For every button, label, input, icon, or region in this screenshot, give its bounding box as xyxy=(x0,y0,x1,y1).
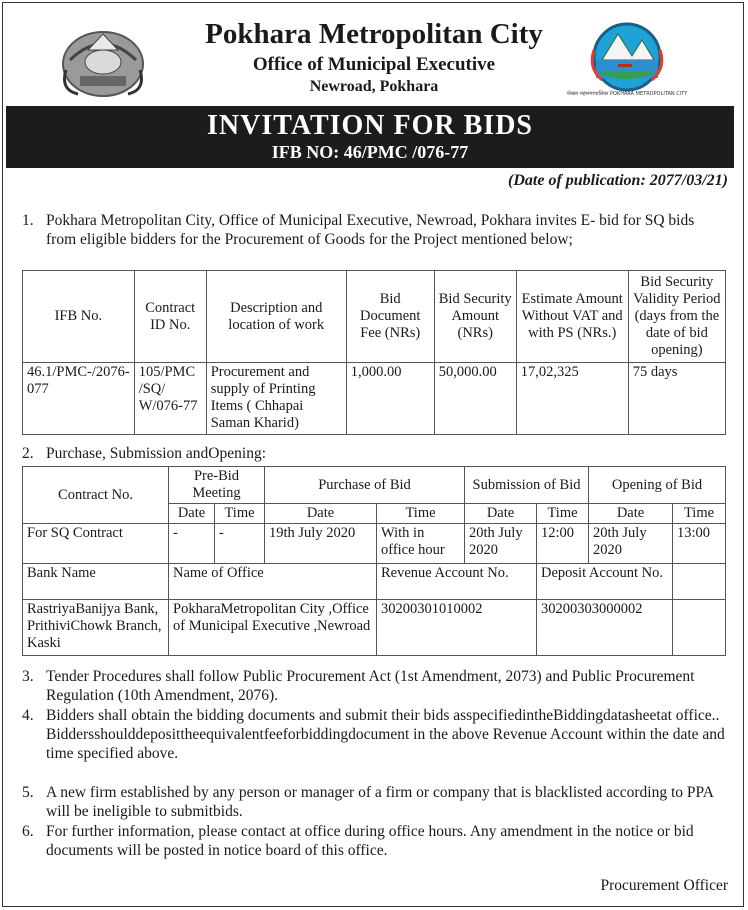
clause-4 xyxy=(22,706,726,763)
col-header-description: Description and location of work xyxy=(206,271,346,363)
office-address: Newroad, Pokhara xyxy=(309,78,439,95)
header-time: Time xyxy=(377,504,465,524)
header-time: Time xyxy=(537,504,589,524)
header-opening: Opening of Bid xyxy=(589,467,726,504)
clause-3-text: Tender Procedures shall follow Public Procurement Act (1st Amendment, 2073) and Public Procurement Regulation (10th Amendment, 2076). xyxy=(46,668,695,704)
notice-title: INVITATION FOR BIDS xyxy=(206,110,533,141)
title-banner xyxy=(6,106,734,168)
cell-submission-date: 20th July 2020 xyxy=(465,524,537,564)
col-header-contract-id: Contract ID No. xyxy=(134,271,206,363)
clause-5-text: A new firm established by any person or manager of a firm or company that is blacklisted according to PPA will be ineligible to submitbids. xyxy=(46,784,714,820)
header-time: Time xyxy=(215,504,265,524)
bid-table xyxy=(22,270,726,435)
clause-2-number: 2. xyxy=(22,445,34,462)
cell-submission-time: 12:00 xyxy=(537,524,589,564)
cell-purchase-date: 19th July 2020 xyxy=(265,524,377,564)
cell-contract: For SQ Contract xyxy=(23,524,169,564)
header-revenue-account: Revenue Account No. xyxy=(377,564,537,600)
table-row xyxy=(23,600,726,656)
cell-doc-fee: 1,000.00 xyxy=(346,363,434,435)
col-header-validity: Bid Security Validity Period (days from the date of bid opening) xyxy=(628,271,725,363)
cell-ifb: 46.1/PMC-/2076-077 xyxy=(23,363,135,435)
header-date: Date xyxy=(169,504,215,524)
cell-description: Procurement and supply of Printing Items ( Chhapai Saman Kharid) xyxy=(206,363,346,435)
cell-estimate: 17,02,325 xyxy=(516,363,628,435)
clause-4-text: Bidders shall obtain the bidding documents and submit their bids asspecifiedintheBiddingdatasheetat office.. Biddersshoulddeposittheequivalentfeeforbiddingdocument in the above Revenue Account within the date and time specified above. xyxy=(46,707,725,762)
clause-5 xyxy=(22,783,726,821)
col-header-estimate: Estimate Amount Without VAT and with PS (NRs.) xyxy=(516,271,628,363)
header-submission: Submission of Bid xyxy=(465,467,589,504)
header-date: Date xyxy=(265,504,377,524)
col-header-security: Bid Security Amount (NRs) xyxy=(434,271,516,363)
cell-contract-id: 105/PMC /SQ/ W/076-77 xyxy=(134,363,206,435)
clause-4-number: 4. xyxy=(22,707,34,724)
publication-date: (Date of publication: 2077/03/21) xyxy=(508,172,728,189)
clause-1-text: Pokhara Metropolitan City, Office of Municipal Executive, Newroad, Pokhara invites E- bid for SQ bids from eligible bidders for the Procurement of Goods for the Project mentioned below; xyxy=(46,212,695,248)
header-prebid: Pre-Bid Meeting xyxy=(169,467,265,504)
logo-caption: पोखरा महानगरपालिका POKHARA METROPOLITAN CITY xyxy=(566,91,688,97)
clause-6-text: For further information, please contact at office during office hours. Any amendment in the notice or bid documents will be posted in notice board of this office. xyxy=(46,823,694,859)
cell-prebid-date: - xyxy=(169,524,215,564)
header-office-name: Name of Office xyxy=(169,564,377,600)
clause-5-number: 5. xyxy=(22,784,34,801)
cell-office: PokharaMetropolitan City ,Office of Municipal Executive ,Newroad xyxy=(169,600,377,656)
cell-opening-time: 13:00 xyxy=(673,524,726,564)
clause-2 xyxy=(22,444,726,463)
header-time: Time xyxy=(673,504,726,524)
header-date: Date xyxy=(589,504,673,524)
clause-6-number: 6. xyxy=(22,823,34,840)
table-row xyxy=(23,524,726,564)
schedule-table xyxy=(22,466,726,656)
clause-1-number: 1. xyxy=(22,212,34,229)
header-bank-name: Bank Name xyxy=(23,564,169,600)
org-name: Pokhara Metropolitan City xyxy=(205,18,543,50)
cell-deposit: 30200303000002 xyxy=(537,600,673,656)
col-header-ifb: IFB No. xyxy=(23,271,135,363)
cell-opening-date: 20th July 2020 xyxy=(589,524,673,564)
col-header-doc-fee: Bid Document Fee (NRs) xyxy=(346,271,434,363)
clause-3-number: 3. xyxy=(22,668,34,685)
table-row xyxy=(23,363,726,435)
cell-revenue: 30200301010002 xyxy=(377,600,537,656)
clause-6 xyxy=(22,822,726,860)
cell-bank: RastriyaBanijya Bank, PrithiviChowk Branch, Kaski xyxy=(23,600,169,656)
clause-1 xyxy=(22,211,726,249)
signatory: Procurement Officer xyxy=(600,877,728,894)
cell-prebid-time: - xyxy=(215,524,265,564)
header-date: Date xyxy=(465,504,537,524)
office-name: Office of Municipal Executive xyxy=(252,54,496,75)
cell-validity: 75 days xyxy=(628,363,725,435)
clause-3 xyxy=(22,667,726,705)
ifb-number: IFB NO: 46/PMC /076-77 xyxy=(271,142,469,162)
header-deposit-account: Deposit Account No. xyxy=(537,564,673,600)
cell-purchase-time: With in office hour xyxy=(377,524,465,564)
header-purchase: Purchase of Bid xyxy=(265,467,465,504)
clause-2-text: Purchase, Submission andOpening: xyxy=(46,445,266,462)
cell-security: 50,000.00 xyxy=(434,363,516,435)
header-contract-no: Contract No. xyxy=(23,467,169,524)
